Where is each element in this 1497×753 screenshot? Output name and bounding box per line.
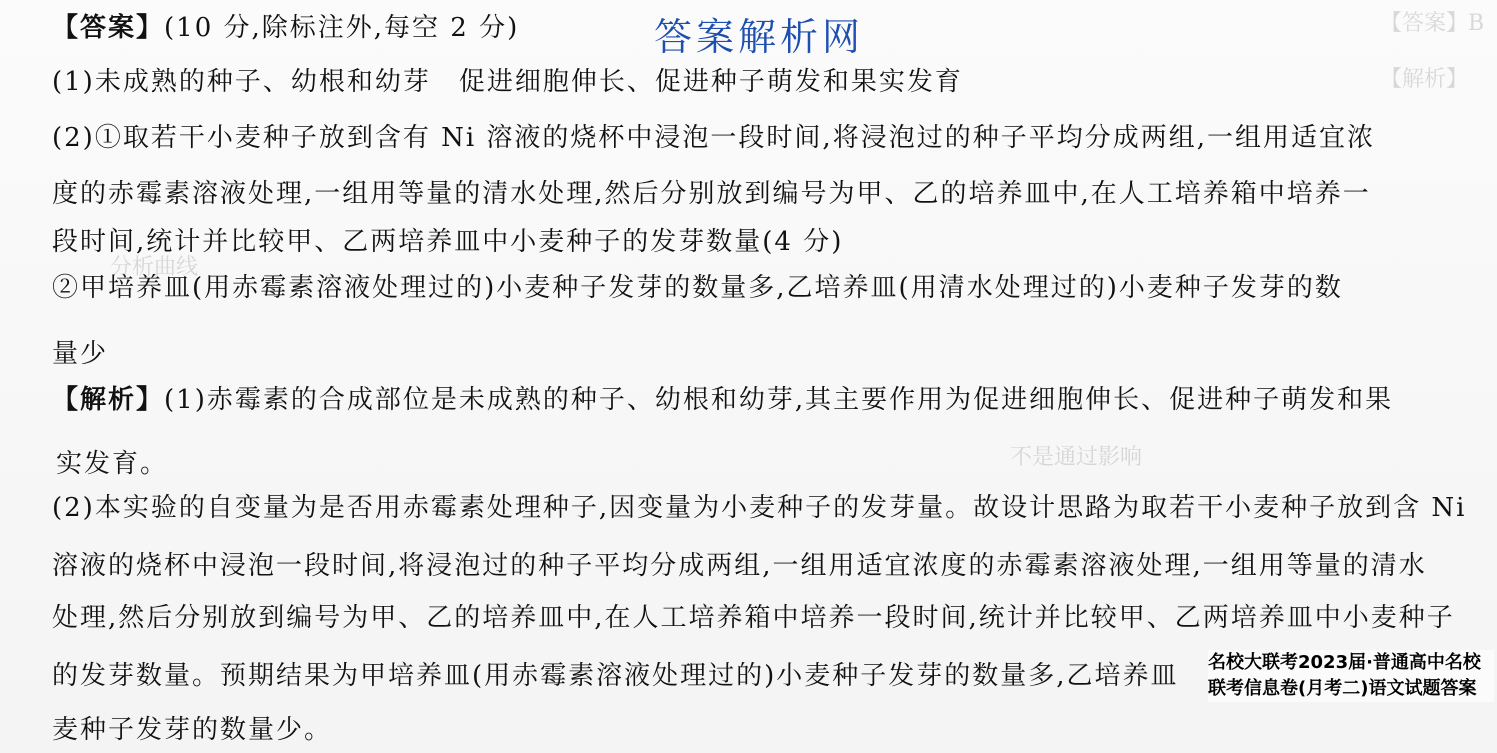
bleed-through-text: 【答案】B xyxy=(1380,11,1485,36)
analysis-line: 麦种子发芽的数量少。 xyxy=(52,715,333,745)
answer-line: (2)①取若干小麦种子放到含有 Ni 溶液的烧杯中浸泡一段时间,将浸泡过的种子平均分成两组,一组用适宜浓 xyxy=(52,123,1375,153)
answer-line: (1)未成熟的种子、幼根和幼芽 促进细胞伸长、促进种子萌发和果实发育 xyxy=(52,67,963,97)
analysis-line: 处理,然后分别放到编号为甲、乙的培养皿中,在人工培养箱中培养一段时间,统计并比较甲、乙两培养皿中小麦种子 xyxy=(52,603,1455,633)
analysis-line: 实发育。 xyxy=(56,449,169,479)
answer-label: 【答案】 xyxy=(52,13,165,43)
bleed-through-text: 【解析】 xyxy=(1380,67,1469,92)
answer-line: 段时间,统计并比较甲、乙两培养皿中小麦种子的发芽数量(4 分) xyxy=(52,227,844,257)
answer-line: ②甲培养皿(用赤霉素溶液处理过的)小麦种子发芽的数量多,乙培养皿(用清水处理过的)小麦种子发芽的数 xyxy=(52,273,1343,303)
analysis-line: (2)本实验的自变量为是否用赤霉素处理种子,因变量为小麦种子的发芽量。故设计思路为取若干小麦种子放到含 Ni xyxy=(52,493,1467,523)
bleed-through-text: 分析曲线 xyxy=(110,255,199,280)
analysis-line: (1)赤霉素的合成部位是未成熟的种子、幼根和幼芽,其主要作用为促进细胞伸长、促进种子萌发和果 xyxy=(164,385,1394,415)
analysis-line: 溶液的烧杯中浸泡一段时间,将浸泡过的种子平均分成两组,一组用适宜浓度的赤霉素溶液处理,一组用等量的清水 xyxy=(52,551,1427,581)
source-caption: 名校大联考2023届·普通高中名校联考信息卷(月考二)语文试题答案 xyxy=(1208,650,1494,702)
answer-note: (10 分,除标注外,每空 2 分) xyxy=(164,13,520,43)
answer-heading xyxy=(52,10,519,46)
analysis-label: 【解析】 xyxy=(52,385,165,415)
answer-line: 度的赤霉素溶液处理,一组用等量的清水处理,然后分别放到编号为甲、乙的培养皿中,在人工培养箱中培养一 xyxy=(52,179,1371,209)
answer-line: 量少 xyxy=(52,339,109,369)
bleed-through-text: 不是通过影响 xyxy=(1010,445,1143,470)
analysis-heading xyxy=(52,382,1393,418)
analysis-line: 的发芽数量。预期结果为甲培养皿(用赤霉素溶液处理过的)小麦种子发芽的数量多,乙培养皿 xyxy=(52,661,1179,691)
watermark-text: 答案解析网 xyxy=(654,15,865,59)
